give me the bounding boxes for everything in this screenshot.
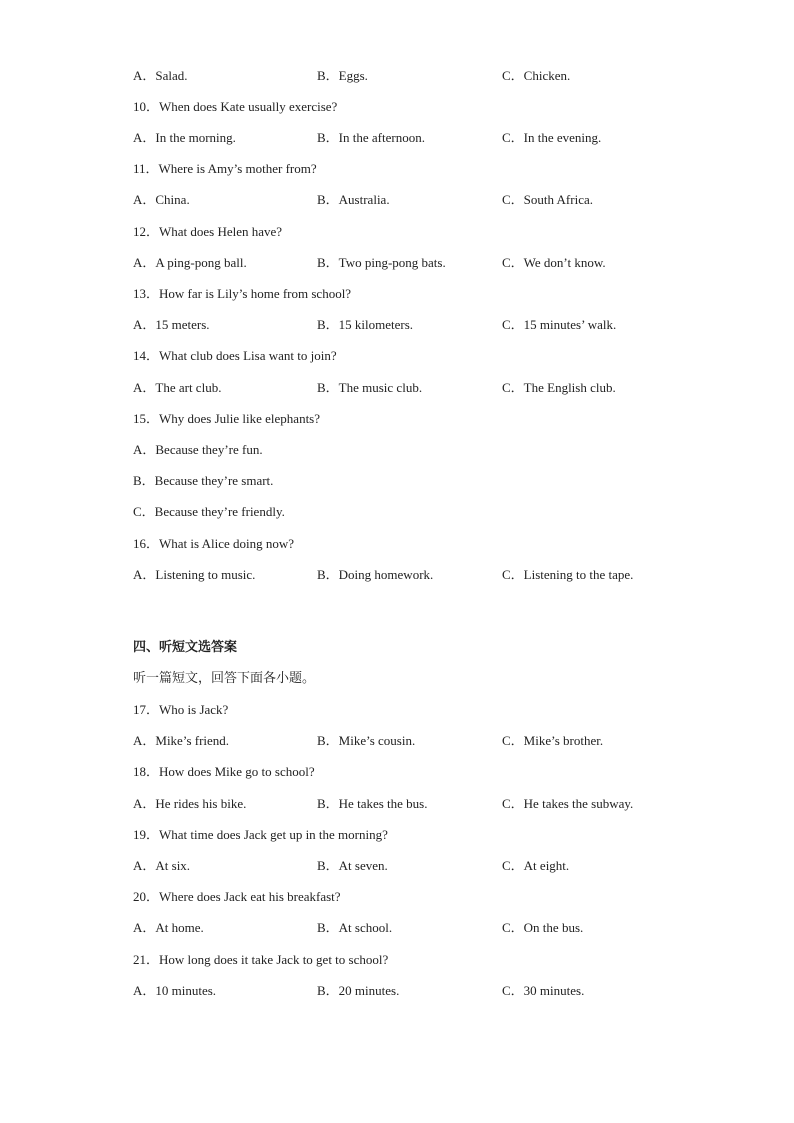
q18-option-b: B．He takes the bus. <box>317 796 428 811</box>
q11-option-b: B．Australia. <box>317 192 390 207</box>
q12-option-b: B．Two ping-pong bats. <box>317 255 446 270</box>
q20-option-b: B．At school. <box>317 920 393 935</box>
q17-option-c: C．Mike’s brother. <box>502 733 604 748</box>
q12-option-a: A．A ping-pong ball. <box>133 255 247 270</box>
q17-option-a: A．Mike’s friend. <box>133 733 230 748</box>
q20-question: 20．Where does Jack eat his breakfast? <box>133 889 341 904</box>
q13-option-a: A．15 meters. <box>133 317 210 332</box>
q15-option-a: A．Because they’re fun. <box>133 442 263 457</box>
q12-option-c: C．We don’t know. <box>502 255 606 270</box>
q9-option-c: C．Chicken. <box>502 68 571 83</box>
q18-question: 18．How does Mike go to school? <box>133 764 315 779</box>
q13-option-c: C．15 minutes’ walk. <box>502 317 617 332</box>
q16-option-c: C．Listening to the tape. <box>502 567 634 582</box>
q13-option-b: B．15 kilometers. <box>317 317 414 332</box>
q19-option-a: A．At six. <box>133 858 191 873</box>
q14-option-a: A．The art club. <box>133 380 222 395</box>
q9-option-b: B．Eggs. <box>317 68 368 83</box>
section-heading: 四、听短文选答案 <box>133 640 238 655</box>
q13-question: 13．How far is Lily’s home from school? <box>133 286 352 301</box>
q18-options <box>133 796 693 812</box>
q15-option-c: C．Because they’re friendly. <box>133 504 285 519</box>
q14-option-c: C．The English club. <box>502 380 616 395</box>
q12-options <box>133 255 693 271</box>
q11-option-c: C．South Africa. <box>502 192 593 207</box>
section-instruction: 听一篇短文，回答下面各小题。 <box>133 671 316 686</box>
q11-options <box>133 192 693 208</box>
q16-option-b: B．Doing homework. <box>317 567 434 582</box>
q21-question: 21．How long does it take Jack to get to school? <box>133 952 389 967</box>
q17-option-b: B．Mike’s cousin. <box>317 733 416 748</box>
q17-question: 17．Who is Jack? <box>133 702 229 717</box>
q13-options <box>133 317 693 333</box>
q10-option-a: A．In the morning. <box>133 130 236 145</box>
q18-option-a: A．He rides his bike. <box>133 796 247 811</box>
q16-option-a: A．Listening to music. <box>133 567 256 582</box>
q19-option-b: B．At seven. <box>317 858 388 873</box>
q9-options <box>133 68 693 84</box>
q10-options <box>133 130 693 146</box>
q18-option-c: C．He takes the subway. <box>502 796 634 811</box>
q21-options <box>133 983 693 999</box>
q14-question: 14．What club does Lisa want to join? <box>133 348 337 363</box>
q21-option-c: C．30 minutes. <box>502 983 585 998</box>
q12-question: 12．What does Helen have? <box>133 224 283 239</box>
q21-option-b: B．20 minutes. <box>317 983 400 998</box>
q14-option-b: B．The music club. <box>317 380 423 395</box>
q10-option-b: B．In the afternoon. <box>317 130 425 145</box>
q19-options <box>133 858 693 874</box>
q17-options <box>133 733 693 749</box>
q11-question: 11．Where is Amy’s mother from? <box>133 161 317 176</box>
q16-options <box>133 567 693 583</box>
q10-option-c: C．In the evening. <box>502 130 602 145</box>
q20-options <box>133 920 693 936</box>
q19-option-c: C．At eight. <box>502 858 570 873</box>
q19-question: 19．What time does Jack get up in the morning? <box>133 827 388 842</box>
q16-question: 16．What is Alice doing now? <box>133 536 295 551</box>
q15-option-b: B．Because they’re smart. <box>133 473 274 488</box>
q15-question: 15．Why does Julie like elephants? <box>133 411 321 426</box>
q9-option-a: A．Salad. <box>133 68 188 83</box>
q10-question: 10．When does Kate usually exercise? <box>133 99 338 114</box>
q21-option-a: A．10 minutes. <box>133 983 217 998</box>
q20-option-c: C．On the bus. <box>502 920 584 935</box>
q20-option-a: A．At home. <box>133 920 204 935</box>
q14-options <box>133 380 693 396</box>
q11-option-a: A．China. <box>133 192 190 207</box>
